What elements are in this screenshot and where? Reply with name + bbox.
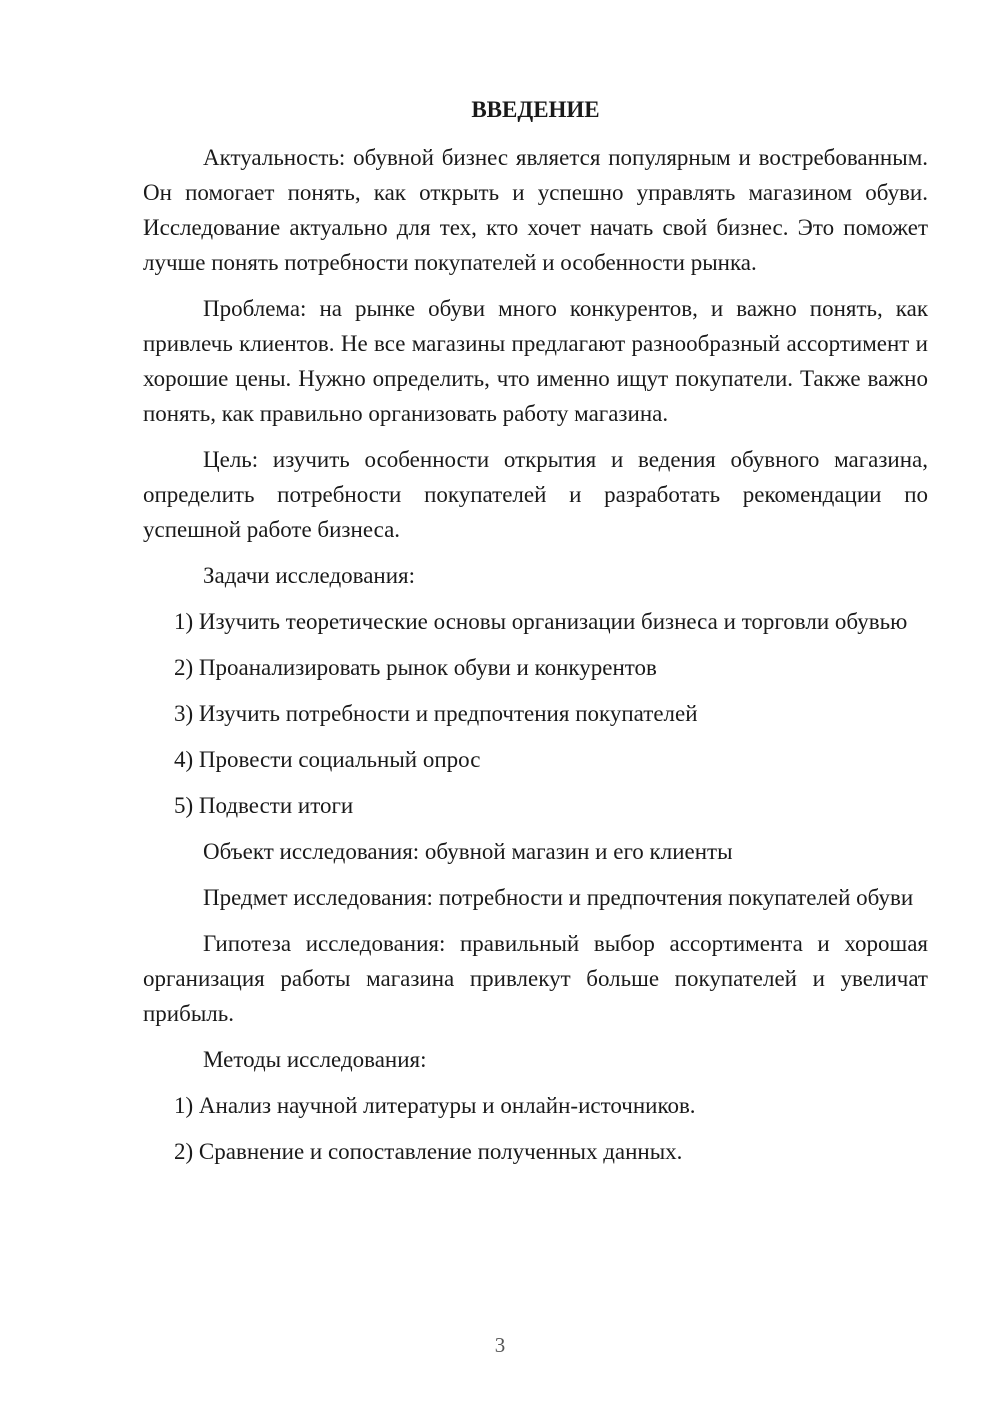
- page-number: 3: [494, 1333, 506, 1357]
- research-object: Объект исследования: обувной магазин и его клиенты: [203, 839, 733, 864]
- section-title: ВВЕДЕНИЕ: [471, 97, 600, 122]
- method-item-1: 1) Анализ научной литературы и онлайн-источников.: [174, 1093, 696, 1118]
- research-subject: Предмет исследования: потребности и предпочтения покупателей обуви: [203, 885, 914, 910]
- research-hypothesis: Гипотеза исследования: правильный выбор ассортимента и хорошая организация работы магазина привлекут больше покупателей и увеличат прибыль.: [143, 931, 928, 1026]
- paragraph-relevance: Актуальность: обувной бизнес является популярным и востребованным. Он помогает понять, как открыть и успешно управлять магазином обуви. Исследование актуально для тех, кто хочет начать свой бизнес. Это поможет лучше понять потребности покупателей и особенности рынка.: [143, 145, 928, 275]
- task-item-4: 4) Провести социальный опрос: [174, 747, 481, 772]
- task-item-2: 2) Проанализировать рынок обуви и конкурентов: [174, 655, 657, 680]
- methods-heading: Методы исследования:: [203, 1047, 427, 1072]
- method-item-2: 2) Сравнение и сопоставление полученных данных.: [174, 1139, 683, 1164]
- tasks-heading: Задачи исследования:: [203, 563, 416, 588]
- document-page: [143, 92, 928, 1180]
- task-item-1: 1) Изучить теоретические основы организации бизнеса и торговли обувью: [174, 609, 908, 634]
- task-item-3: 3) Изучить потребности и предпочтения покупателей: [174, 701, 698, 726]
- task-item-5: 5) Подвести итоги: [174, 793, 354, 818]
- paragraph-goal: Цель: изучить особенности открытия и ведения обувного магазина, определить потребности покупателей и разработать рекомендации по успешной работе бизнеса.: [143, 447, 928, 542]
- paragraph-problem: Проблема: на рынке обуви много конкурентов, и важно понять, как привлечь клиентов. Не все магазины предлагают разнообразный ассортимент и хорошие цены. Нужно определить, что именно ищут покупатели. Также важно понять, как правильно организовать работу магазина.: [143, 296, 928, 426]
